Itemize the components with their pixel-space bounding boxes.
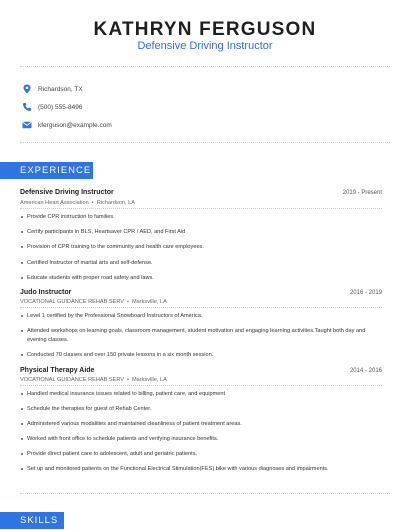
job-bullet: Provide direct patient care to adolescent, adult and geriatric patients. [27,450,367,459]
phone-text: (500) 555-8496 [38,104,83,111]
candidate-title: Defensive Driving Instructor [137,40,273,52]
job-dates: 2019 - Present [342,190,382,196]
phone-icon [22,102,32,112]
job-location: Marksville, LA [132,299,167,305]
job-bullet: Certify participants in BLS, Heartsaver CPR / AED, and First Aid [27,228,367,237]
job-bullet: Set up and monitored patients on the Functional Electrical Stimulation(FES) bike with various diagnoses and impairments. [27,465,367,474]
job-org: VOCATIONAL GUIDANCE REHAB SERV • Marksville, LA [20,377,167,383]
map-pin-icon [22,84,32,94]
job-bullet: Administered various modalities and maintained cleanliness of patient treatment areas. [27,420,367,429]
job-dates: 2014 - 2016 [349,368,382,374]
job-bullet: Attended workshops on learning goals, classroom management, student motivation and engaging learning activities.Taught both day and evening classes. [27,328,366,343]
job-bullet: Schedule the therapies for guest of Rehab Center. [27,405,367,414]
divider [20,493,390,494]
job-title: Judo Instructor [20,289,72,296]
job-org: American Heart Association • Richardson, LA [20,200,135,206]
job-bullet: Level 1 certified by the Professional Snowboard Instructors of America. [27,312,367,321]
job-company: American Heart Association [20,200,89,206]
job-company: VOCATIONAL GUIDANCE REHAB SERV [20,377,125,383]
divider [20,142,390,143]
section-experience-heading: EXPERIENCE [0,162,93,179]
job-bullet: Handled medical insurance issues related to billing, patient care, and equipment [27,390,367,399]
divider [20,307,382,308]
email-text[interactable]: kferguson@example.com [38,122,112,129]
job-location: Richardson, LA [96,200,135,206]
job-title: Physical Therapy Aide [20,367,95,374]
divider [20,66,390,67]
location-text: Richardson, TX [38,86,83,93]
job-company: VOCATIONAL GUIDANCE REHAB SERV [20,299,125,305]
job-org: VOCATIONAL GUIDANCE REHAB SERV • Marksville, LA [20,299,167,305]
job-bullet: Certified Instructor of martial arts and self-defense. [27,259,367,268]
divider [20,385,382,386]
divider [20,208,382,209]
job-location: Marksville, LA [132,377,167,383]
job-bullet: Educate students with proper road safety and laws. [27,274,367,283]
job-title: Defensive Driving Instructor [20,189,114,196]
job-bullet: Conducted 70 classes and over 150 private lessons in a six month session. [27,351,367,360]
job-bullet: Worked with front office to schedule patients and verifying insurance benefits. [27,435,367,444]
section-skills-heading: SKILLS [0,512,64,529]
job-dates: 2016 - 2019 [349,290,382,296]
candidate-name: KATHRYN FERGUSON [93,19,317,40]
envelope-icon [22,120,32,130]
job-bullet: Provide CPR instruction to families. [27,213,367,222]
job-bullet: Provision of CPR training to the community and health care employees. [27,243,367,252]
